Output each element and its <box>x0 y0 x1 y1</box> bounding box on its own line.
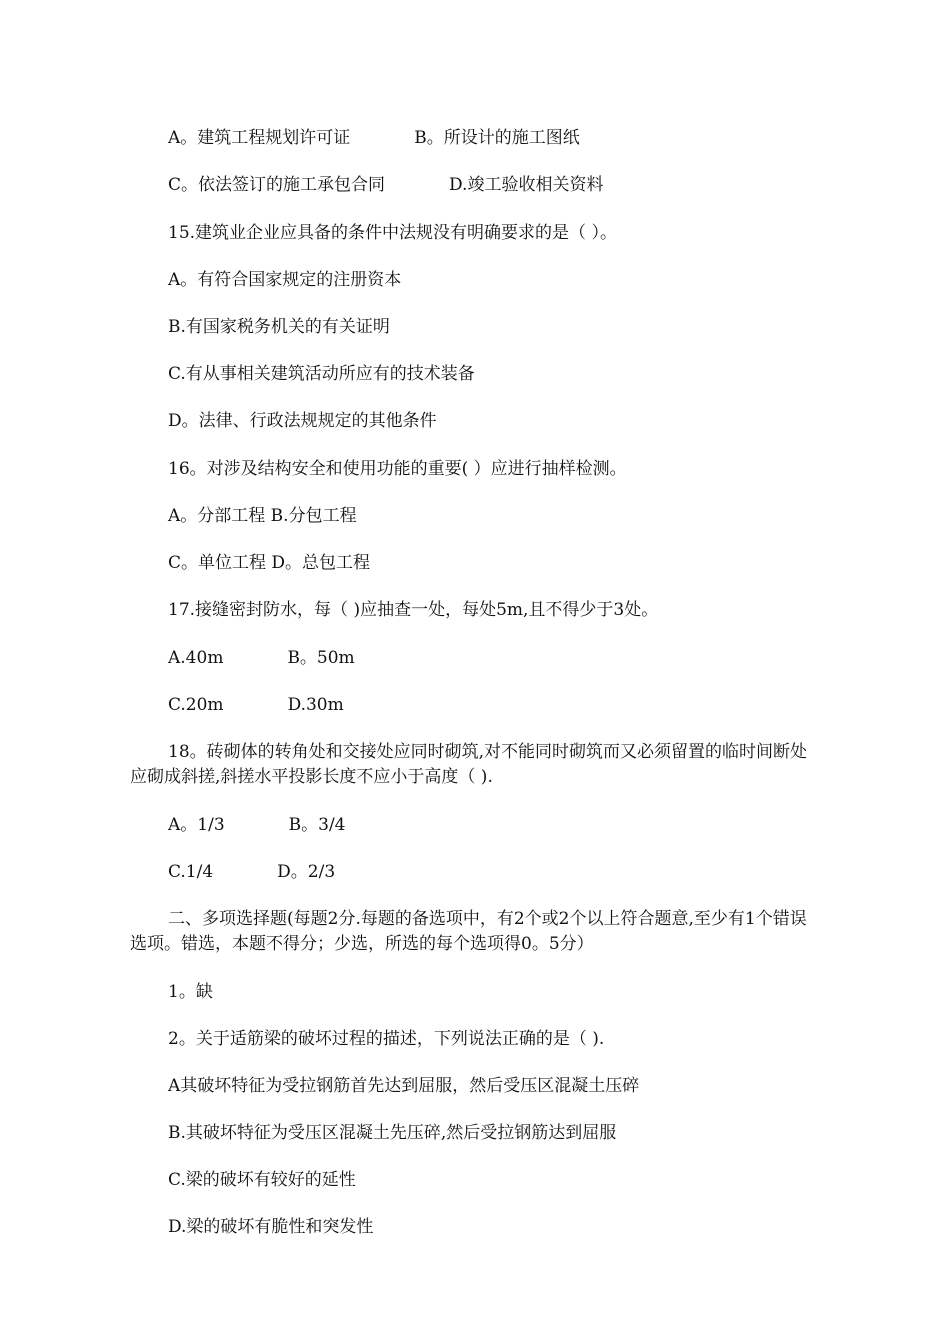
option-a: A。建筑工程规划许可证 <box>168 128 351 148</box>
option-line: A。有符合国家规定的注册资本 <box>168 270 402 290</box>
question-1: 1。缺 <box>168 982 213 1002</box>
option-row <box>168 128 580 148</box>
option-line: C.有从事相关建筑活动所应有的技术装备 <box>168 364 475 384</box>
section-heading-multiple-choice: 二、多项选择题(每题2分.每题的备选项中，有2个或2个以上符合题意,至少有1个错误选项。错选，本题不得分；少选，所选的每个选项得0。5分） <box>130 909 807 954</box>
option-c: C.20m <box>168 695 224 715</box>
option-d: D.竣工验收相关资料 <box>449 175 604 195</box>
question-15: 15.建筑业企业应具备的条件中法规没有明确要求的是（ ）。 <box>168 223 617 243</box>
option-line: A。分部工程 B.分包工程 <box>168 506 357 526</box>
option-d: D。2/3 <box>277 862 336 882</box>
option-b: B。所设计的施工图纸 <box>414 128 580 148</box>
option-line: B.有国家税务机关的有关证明 <box>168 317 390 337</box>
question-2: 2。关于适筋梁的破坏过程的描述，下列说法正确的是（ ). <box>168 1029 605 1049</box>
option-row <box>168 175 603 195</box>
option-d: D.30m <box>287 695 344 715</box>
option-line: B.其破坏特征为受压区混凝土先压碎,然后受拉钢筋达到屈服 <box>168 1123 617 1143</box>
option-b: B。50m <box>287 648 355 668</box>
option-a: A.40m <box>168 648 224 668</box>
option-line: C。单位工程 D。总包工程 <box>168 553 371 573</box>
option-row <box>168 815 346 835</box>
option-line: A其破坏特征为受拉钢筋首先达到屈服，然后受压区混凝土压碎 <box>168 1076 640 1096</box>
option-c: C.1/4 <box>168 862 214 882</box>
option-row <box>168 695 344 715</box>
question-17: 17.接缝密封防水，每（ )应抽查一处，每处5m,且不得少于3处。 <box>168 600 659 620</box>
option-row <box>168 648 355 668</box>
question-16: 16。对涉及结构安全和使用功能的重要( ）应进行抽样检测。 <box>168 459 627 479</box>
option-row <box>168 862 335 882</box>
option-b: B。3/4 <box>288 815 346 835</box>
option-line: D。法律、行政法规规定的其他条件 <box>168 411 437 431</box>
option-line: C.梁的破坏有较好的延性 <box>168 1170 356 1190</box>
option-line: D.梁的破坏有脆性和突发性 <box>168 1217 374 1237</box>
question-18: 18。砖砌体的转角处和交接处应同时砌筑,对不能同时砌筑而又必须留置的临时间断处应砌成斜搓,斜搓水平投影长度不应小于高度（ ). <box>130 742 808 787</box>
option-a: A。1/3 <box>168 815 225 835</box>
option-c: C。依法签订的施工承包合同 <box>168 175 386 195</box>
